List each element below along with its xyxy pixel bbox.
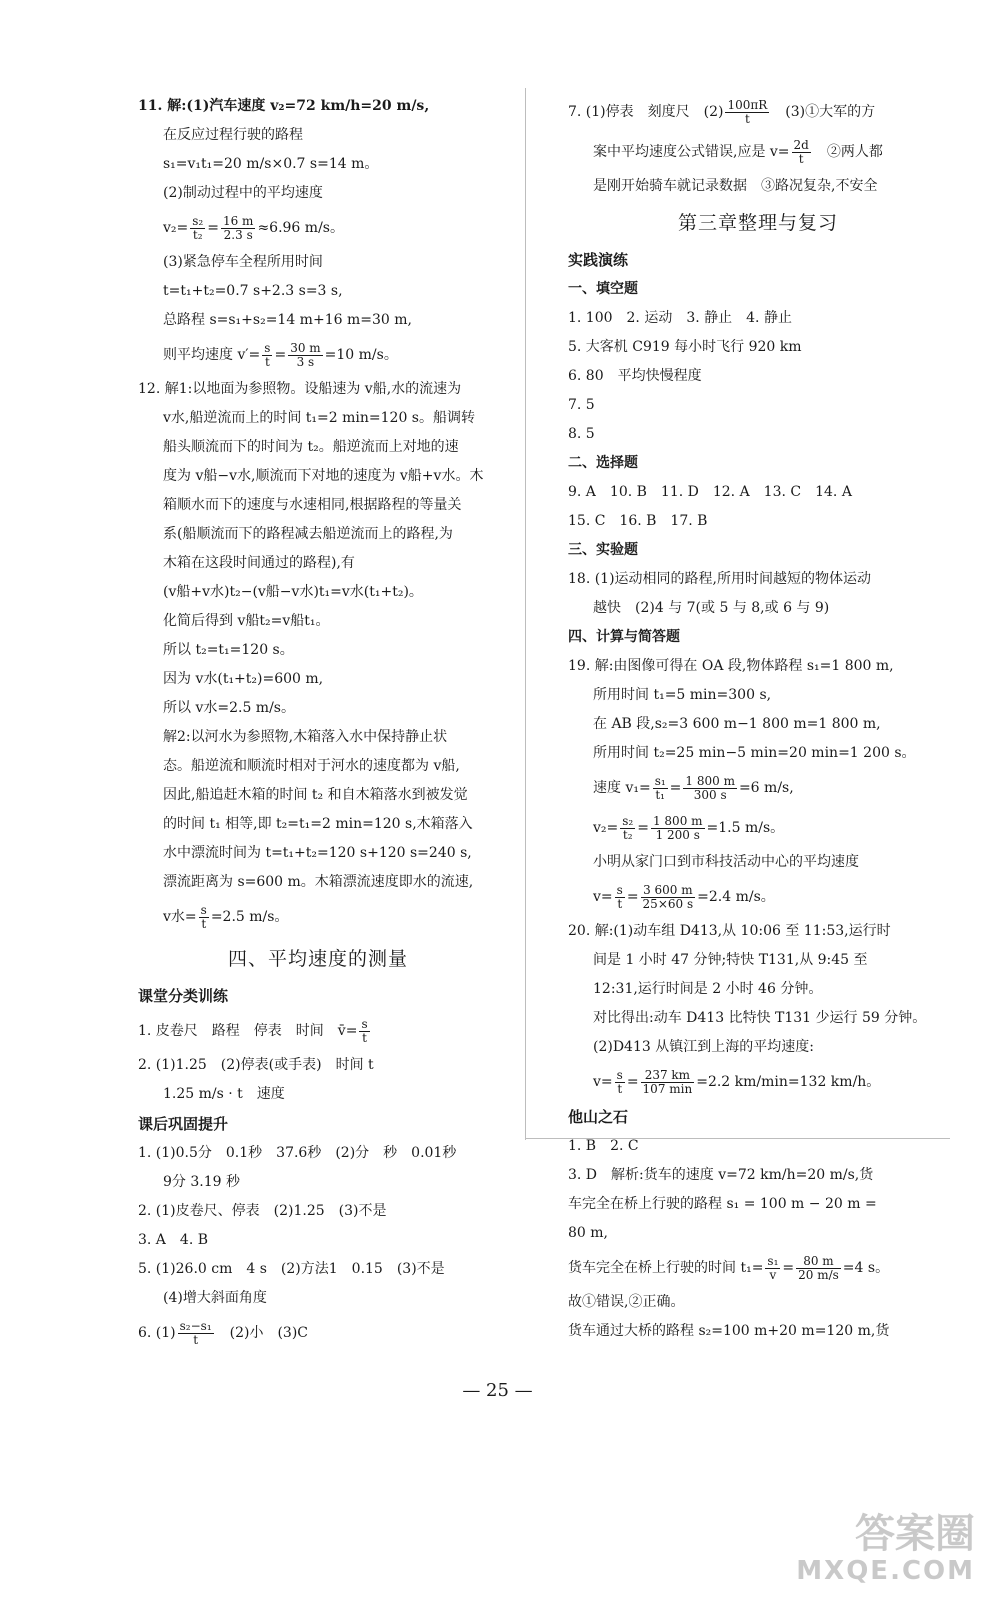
q12-line: 木箱在这段时间通过的路程),有 bbox=[163, 555, 355, 571]
q11-line: t=t₁+t₂=0.7 s+2.3 s=3 s, bbox=[163, 283, 343, 299]
fraction: $\frac{80 m}{20 m/s}$ bbox=[798, 1253, 839, 1282]
q11-line: (3)紧急停车全程所用时间 bbox=[163, 254, 323, 270]
q7-line: 案中平均速度公式错误,应是 v= $\frac{2d}{t}$ ②两人都 bbox=[593, 137, 883, 166]
answer-line: 越快 (2)4 与 7(或 5 与 8,或 6 与 9) bbox=[593, 600, 830, 616]
answer-line: 9. A 10. B 11. D 12. A 13. C 14. A bbox=[568, 484, 852, 500]
fraction: $\frac{\text{s₁}}{\text{t₁}}$ bbox=[654, 773, 666, 802]
q11-line: 在反应过程行驶的路程 bbox=[163, 127, 303, 143]
q12-line: 化简后得到 v船t₂=v船t₁。 bbox=[163, 613, 330, 629]
fraction: $\frac{16 m}{2.3 s}$ bbox=[222, 213, 254, 242]
answer-line: 货车完全在桥上行驶的时间 t₁= $\frac{\text{s₁}}{v}$ = $\frac{80 m}{20 m/s}$ =4 s。 bbox=[568, 1253, 890, 1282]
q12-line: 船头顺流而下的时间为 t₂。船逆流而上对地的速 bbox=[163, 439, 459, 455]
answer-line: 5. 大客机 C919 每小时飞行 920 km bbox=[568, 339, 802, 355]
q12-line: 度为 v船−v水,顺流而下对地的速度为 v船+v水。木 bbox=[163, 468, 484, 484]
answer-line: 故①错误,②正确。 bbox=[568, 1294, 685, 1310]
answer-line: 1. (1)0.5分 0.1秒 37.6秒 (2)分 秒 0.01秒 bbox=[138, 1145, 457, 1161]
q12-line: 因为 v水(t₁+t₂)=600 m, bbox=[163, 671, 324, 687]
subsection-heading: 课堂分类训练 bbox=[138, 987, 229, 1005]
text: v₂= bbox=[163, 220, 189, 236]
fraction: $\frac{1 800 m}{1 200 s}$ bbox=[652, 813, 703, 842]
answer-line: 8. 5 bbox=[568, 426, 595, 442]
page-number: — 25 — bbox=[462, 1380, 533, 1401]
fraction: $\frac{30 m}{3 s}$ bbox=[290, 340, 321, 369]
answer-line: 1.25 m/s · t 速度 bbox=[163, 1086, 285, 1102]
answer-line: 7. 5 bbox=[568, 397, 595, 413]
q11-line: s₁=v₁t₁=20 m/s×0.7 s=14 m。 bbox=[163, 156, 379, 172]
fraction: $\frac{s}{t}$ bbox=[361, 1016, 368, 1045]
q7-line: 7. (1)停表 刻度尺 (2) $\frac{100\pi R}{t}$ (3)①大军的方 bbox=[568, 97, 876, 126]
chapter-title: 第三章整理与复习 bbox=[677, 212, 838, 234]
fraction: $\frac{\text{s₂−s₁}}{t}$ bbox=[179, 1318, 212, 1347]
category-heading: 三、实验题 bbox=[568, 542, 638, 558]
fraction: $\frac{s}{t}$ bbox=[200, 902, 207, 931]
category-heading: 四、计算与简答题 bbox=[568, 629, 680, 645]
q20-line: (2)D413 从镇江到上海的平均速度: bbox=[593, 1039, 814, 1055]
subsection-heading: 实践演练 bbox=[568, 251, 629, 269]
subsection-heading: 课后巩固提升 bbox=[138, 1115, 229, 1133]
answer-line: 9分 3.19 秒 bbox=[163, 1174, 240, 1190]
q20-line: 间是 1 小时 47 分钟;特快 T131,从 9:45 至 bbox=[593, 952, 868, 968]
left-column bbox=[138, 92, 498, 1353]
q12-line: 态。船逆流和顺流时相对于河水的速度都为 v船, bbox=[163, 758, 460, 774]
fraction: $\frac{\text{s₁}}{v}$ bbox=[767, 1253, 779, 1282]
q19-line: 所用时间 t₂=25 min−5 min=20 min=1 200 s。 bbox=[593, 745, 916, 761]
answer-line: 2. (1)皮卷尺、停表 (2)1.25 (3)不是 bbox=[138, 1203, 387, 1219]
q12-line: 的时间 t₁ 相等,即 t₂=t₁=2 min=120 s,木箱落入 bbox=[163, 816, 473, 832]
q12-line: 漂流距离为 s=600 m。木箱漂流速度即水的流速, bbox=[163, 874, 474, 890]
logo-domain: MXQE.COM bbox=[796, 1556, 975, 1586]
q19-formula: 速度 v₁= $\frac{\text{s₁}}{\text{t₁}}$ = $\frac{1 800 m}{300 s}$ =6 m/s, bbox=[593, 773, 794, 802]
q19-line: 所用时间 t₁=5 min=300 s, bbox=[593, 687, 772, 703]
answer-line: 15. C 16. B 17. B bbox=[568, 513, 708, 529]
answer-line: 2. (1)1.25 (2)停表(或手表) 时间 t bbox=[138, 1057, 374, 1073]
q11-line: 总路程 s=s₁+s₂=14 m+16 m=30 m, bbox=[163, 312, 412, 328]
column-divider bbox=[525, 88, 526, 1140]
q19-line: 19. 解:由图像可得在 OA 段,物体路程 s₁=1 800 m, bbox=[568, 658, 894, 674]
answer-line: 5. (1)26.0 cm 4 s (2)方法1 0.15 (3)不是 bbox=[138, 1261, 445, 1277]
fraction: $\frac{3 600 m}{25\times 60 s}$ bbox=[642, 882, 694, 911]
fraction: $\frac{100\pi R}{t}$ bbox=[727, 97, 768, 126]
q12-line: 因此,船追赶木箱的时间 t₂ 和自木箱落水到被发觉 bbox=[163, 787, 468, 803]
q12-line: v水,船逆流而上的时间 t₁=2 min=120 s。船调转 bbox=[163, 410, 475, 426]
answer-line: 1. 100 2. 运动 3. 静止 4. 静止 bbox=[568, 310, 792, 326]
watermark-logo bbox=[796, 1512, 975, 1586]
fraction: $\frac{s}{t}$ bbox=[616, 1067, 623, 1096]
q20-line: 12:31,运行时间是 2 小时 46 分钟。 bbox=[593, 981, 823, 997]
q19-line: 小明从家门口到市科技活动中心的平均速度 bbox=[593, 854, 859, 870]
q11-line: (2)制动过程中的平均速度 bbox=[163, 185, 323, 201]
answer-line: 6. 80 平均快慢程度 bbox=[568, 368, 702, 384]
q20-line: 20. 解:(1)动车组 D413,从 10:06 至 11:53,运行时 bbox=[568, 923, 891, 939]
fraction: $\frac{s}{t}$ bbox=[264, 340, 271, 369]
answer-line: 1. B 2. C bbox=[568, 1138, 639, 1154]
q11-formula: 则平均速度 v′= $\frac{s}{t}$ = $\frac{30 m}{3 s}$ =10 m/s。 bbox=[163, 340, 398, 369]
q11-line: 11. 解:(1)汽车速度 v₂=72 km/h=20 m/s, bbox=[138, 98, 430, 114]
answer-line: 18. (1)运动相同的路程,所用时间越短的物体运动 bbox=[568, 571, 871, 587]
q12-line: 所以 t₂=t₁=120 s。 bbox=[163, 642, 294, 658]
logo-text: 答案圈 bbox=[855, 1511, 975, 1557]
fraction: $\frac{1 800 m}{300 s}$ bbox=[685, 773, 735, 802]
answer-line: (4)增大斜面角度 bbox=[163, 1290, 267, 1306]
category-heading: 二、选择题 bbox=[568, 455, 638, 471]
fraction: $\frac{2d}{t}$ bbox=[793, 137, 809, 166]
q19-formula: v₂= $\frac{\text{s₂}}{\text{t₂}}$ = $\frac{1 800 m}{1 200 s}$ =1.5 m/s。 bbox=[593, 813, 785, 842]
q20-formula: v= $\frac{s}{t}$ = $\frac{237 km}{107 \min}$ =2.2 km/min=132 km/h。 bbox=[593, 1067, 881, 1096]
q19-formula: v= $\frac{s}{t}$ = $\frac{3 600 m}{25\times 60 s}$ =2.4 m/s。 bbox=[593, 882, 775, 911]
fraction: $\frac{237 km}{107 \min}$ bbox=[642, 1067, 693, 1096]
q19-line: 在 AB 段,s₂=3 600 m−1 800 m=1 800 m, bbox=[593, 716, 881, 732]
fraction: $\frac{\text{s₂}}{\text{t₂}}$ bbox=[192, 213, 204, 242]
q12-line: 系(船顺流而下的路程减去船逆流而上的路程,为 bbox=[163, 526, 453, 542]
q11-formula: v₂= $\frac{\text{s₂}}{\text{t₂}}$ = $\frac{16 m}{2.3 s}$ ≈6.96 m/s。 bbox=[163, 213, 344, 242]
q12-line: 12. 解1:以地面为参照物。设船速为 v船,水的流速为 bbox=[138, 381, 462, 397]
section-title: 四、平均速度的测量 bbox=[227, 948, 408, 970]
answer-line: 6. (1) $\frac{\text{s₂−s₁}}{t}$ (2)小 (3)C bbox=[138, 1318, 309, 1347]
answer-line: 80 m, bbox=[568, 1225, 608, 1241]
answer-line: 3. D 解析:货车的速度 v=72 km/h=20 m/s,货 bbox=[568, 1167, 874, 1183]
q20-line: 对比得出:动车 D413 比特快 T131 少运行 59 分钟。 bbox=[593, 1010, 927, 1026]
q12-line: 箱顺水而下的速度与水速相同,根据路程的等量关 bbox=[163, 497, 462, 513]
subsection-heading: 他山之石 bbox=[568, 1108, 629, 1126]
category-heading: 一、填空题 bbox=[568, 281, 638, 297]
q12-line: (v船+v水)t₂−(v船−v水)t₁=v水(t₁+t₂)。 bbox=[163, 584, 423, 600]
right-column bbox=[568, 92, 948, 1346]
q12-line: 解2:以河水为参照物,木箱落入水中保持静止状 bbox=[163, 729, 448, 745]
q7-line: 是刚开始骑车就记录数据 ③路况复杂,不安全 bbox=[593, 178, 878, 194]
answer-line: 货车通过大桥的路程 s₂=100 m+20 m=120 m,货 bbox=[568, 1323, 890, 1339]
q12-line: 水中漂流时间为 t=t₁+t₂=120 s+120 s=240 s, bbox=[163, 845, 472, 861]
answer-line: 车完全在桥上行驶的路程 s₁ = 100 m − 20 m = bbox=[568, 1196, 877, 1212]
answer-line: 1. 皮卷尺 路程 停表 时间 v̄= $\frac{s}{t}$ bbox=[138, 1016, 368, 1045]
fraction: $\frac{s}{t}$ bbox=[616, 882, 623, 911]
fraction: $\frac{\text{s₂}}{\text{t₂}}$ bbox=[622, 813, 634, 842]
q12-line: 所以 v水=2.5 m/s。 bbox=[163, 700, 295, 716]
answer-line: 3. A 4. B bbox=[138, 1232, 209, 1248]
q12-formula: v水= $\frac{s}{t}$ =2.5 m/s。 bbox=[163, 902, 289, 931]
